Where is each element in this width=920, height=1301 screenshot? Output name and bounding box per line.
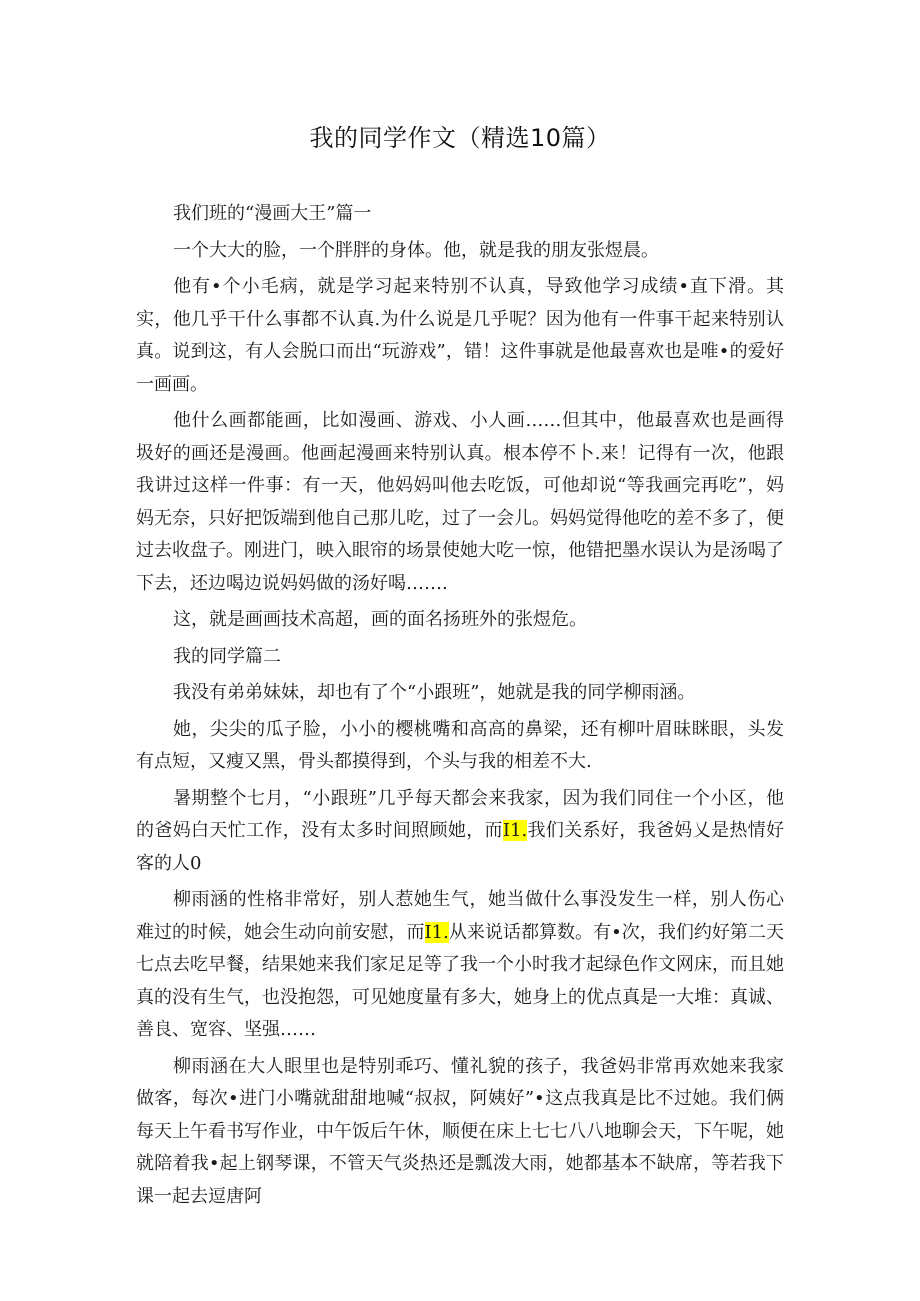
section-heading: 我们班的“漫画大王”篇一 [173,203,372,224]
text-span: 柳雨涵的性格非常好，别人惹她生气，她当做什么事没发生一样，别人伤心难过的时候，她会生动向前安慰，而 [136,889,784,943]
paragraph-polite: 柳雨涵在大人眼里也是特别乖巧、懂礼貌的孩子，我爸妈非常再欢她来我家做客，每次•进门小嘴就甜甜地喊“叔叔，阿姨好”•这点我真是比不过她。我们俩每天上午看书写作业，中午饭后午休，顺便在床上七七八八地聊会天，下午呢，她就陪着我•起上钢琴课，不管天气炎热还是瓢泼大雨，她都基本不缺席，等若我下课一起去逗唐阿 [136,1055,784,1207]
highlight-mark: I1. [424,921,449,943]
paragraph: 一个大大的脸，一个胖胖的身体。他，就是我的朋友张煜晨。 [173,239,659,261]
article-body [0,198,920,1213]
paragraph: 我没有弟弟妹妹，却也有了个“小跟班”，她就是我的同学柳雨涵。 [173,682,696,703]
highlight-mark: I1. [502,820,528,841]
text-span: 我们关系好，我爸妈乂是热情好客的人0 [136,820,785,874]
paragraph: 这，就是画画技术高超，画的面名扬班外的张煜危。 [173,609,587,630]
page-title: 我的同学作文（精选10篇） [309,124,611,152]
paragraph: 他什么画都能画，比如漫画、游戏、小人画……但其中，他最喜欢也是画得圾好的画还是漫画。他画起漫画来特别认真。根本停不卜.来！记得有一次，他跟我讲过这样一件事：有一天，他妈妈叫他去吃饭，可他却说“等我画完再吃”，妈妈无奈，只好把饭端到他自己那儿吃，过了一会儿。妈妈觉得他吃的差不多了，便过去收盘子。刚进门，映入眼帘的场景使她大吃一惊，他错把墨水误认为是汤喝了下去，还边喝边说妈妈做的汤好喝……. [136,410,784,594]
paragraph: 她，尖尖的瓜子脸，小小的樱桃嘴和高高的鼻梁，还有柳叶眉昧眯眼，头发有点短，又瘦又黑，骨头都摸得到，个头与我的相差不大. [136,718,784,772]
section-heading: 我的同学篇二 [173,645,281,667]
paragraph-character [0,884,920,1047]
paragraph: 他有•个小毛病，就是学习起来特别不认真，导致他学习成绩•直下滑。其实，他几乎干什么事都不认真.为什么说是几乎呢？因为他有一件事干起来特别认真。说到这，有人会脱口而出“玩游戏”，错！这件事就是他最喜欢也是唯•的爱好一画画。 [136,276,784,395]
text-span: 暑期整个七月，“小跟班”几乎每天都会来我家，因为我们同住一个小区，他的爸妈白天忙工作，没有太多时间照顾她，而 [136,787,784,841]
text-span: 从来说话都算数。有•次，我们约好第二天七点去吃早餐，结果她来我们家足足等了我一个小时我才起绿色作文网床，而且她真的没有生气，也没抱怨，可见她度量有多大，她身上的优点真是一大堆：真诚、善良、宽容、坚强…… [136,921,784,1040]
paragraph-summer [0,783,920,881]
